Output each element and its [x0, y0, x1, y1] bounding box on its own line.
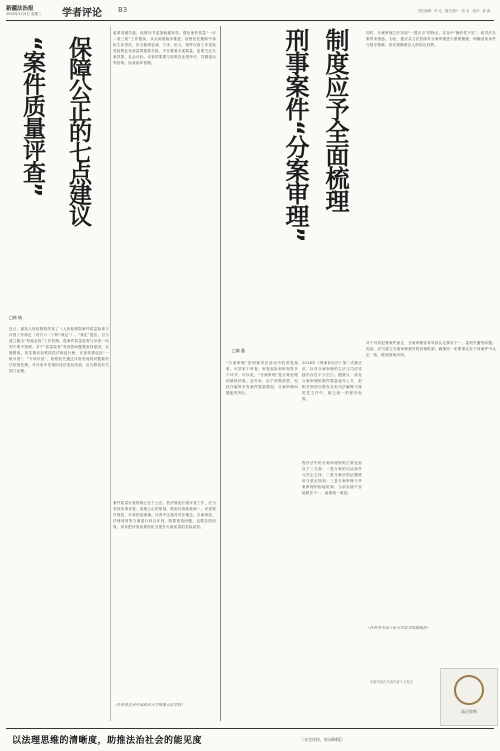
right-article-subtitle: 刑事案件“分案审理”: [281, 28, 309, 242]
left-article-title: 保障公正的七点建议: [65, 36, 91, 225]
left-note: （作者单位系中国政法大学刑事司法学院）: [113, 703, 186, 707]
left-col-2: 改革同频共振，检察环节更加畅通有效；强化案件质量“一评二查三改”工作链条，从点到面稳步推进。检察官在履职中承担主体责任，应当做到忠诚、干净、担当。案件评查工作是检验检察业务质量的重要手段，不仅要看办案数量，更要关注办案效果、社会评价。评查结果要与检察官业绩考评、员额退出等挂钩，形成闭环管理。: [113, 31, 216, 65]
header-rule: [6, 20, 494, 21]
footer-banner: 以法理思维的清晰度，助推法治社会的能见度: [12, 736, 203, 746]
ad-box: [440, 668, 498, 726]
right-author: □秦 藤: [232, 348, 246, 353]
section-title: 学者评论: [62, 8, 102, 19]
right-note: （作者系中国人民大学法学院副教授）: [366, 626, 431, 630]
left-col-3: 案件质量评查的核心在于公正。依法规范开展评查工作，应当坚持实事求是、客观公正的原则，做到评查标准统一、评查程序规范、评查结论准确。评查中注重对司法理念、办案规范、法律适用等方面进行综合评判，既要查找问题，也要总结经验，切实把评查成果转化为提升办案质量的实际成效。: [113, 501, 216, 529]
page-number: B3: [118, 6, 128, 14]
left-author: □韩 婧: [9, 315, 23, 320]
editor-meta: 责任编辑：华 毛 版式设计：贺 毛 校对：张 诚: [417, 9, 490, 13]
right-col-2: 2018年《刑事诉讼法》第二次修正后，针对分案审理的立法与司法实践仍存在不少空白。据统计，涉及分案审理的案件数量逐年上升，但相关规则分散在各类司法解释与规范性文件中，缺乏统一的程序标准。: [302, 361, 362, 401]
right-col-3: 程序法中的分案审理规则主要包括以下三方面：一是分案的启动条件与决定主体；二是分案后的证据使用与质证规则；三是分案审理与并案审理的衔接机制。当前实践中各地做法不一，亟需统一规范。: [302, 461, 362, 495]
right-col-4: 同时，分案审理立法呈现“一国多点”的特点，实务中“操作性不足”，给司法办案带来困惑。为此，建议从立法层面对分案审理进行系统梳理，明确适用条件与程序保障，切实保障被告人的诉讼权利。: [366, 31, 496, 47]
ad-logo: [454, 675, 484, 705]
issue-date: 2025年4月9日 星期三: [6, 12, 42, 16]
continued-note: （未完待续，转向B4版）: [300, 737, 346, 742]
divider-middle: [220, 26, 221, 721]
ad-logo-text: 高正律师: [461, 709, 477, 714]
left-col-1: 近日，最高人民检察院印发了《人民检察院案件质量检查与评查工作规定（试行）》（下称“规定”）。“规定”提出，自当建立健全“每案必检”工作机制，将案件质量检查与评查一同列于集中管理。对于“质量检查”发现的问题要查找原因、实施整改，切实推动检察权依法规范行使。评查体系包括“一般评查”、“专项评查”，检察机关通过评查发现的问题要依法依规处理。对评查中发现的违法违纪线索，应当移送有关部门处理。: [9, 327, 109, 373]
divider-left: [110, 26, 111, 721]
right-col-5: 对于共同犯罪案件而言，分案审理容易导致认定事实不一、量刑失衡等问题。因此，应当建立分案审理案件的协调机制，确保同一犯罪事实在不同案件中认定一致，做到同案同判。: [366, 341, 496, 357]
footer-rule: [6, 728, 494, 729]
masthead-logo: 新疆法治报: [6, 6, 34, 12]
right-col-1: “分案审理”是刑事司法活动中的常见现象，可效率于审查、审查起诉和审判等多个环节。可以说，“分案审理”是分案处理的最终结果。近年来，由于涉黑涉恶、电信诈骗等多发案件数量增加，分案审理问题愈发突出。: [226, 361, 298, 395]
footnote-stamp: 本版内容仅代表作者个人观点: [370, 680, 413, 684]
right-article-title: 制度应予全面梳理: [321, 28, 349, 212]
left-article-subtitle: “案件质量评查”: [19, 36, 45, 197]
